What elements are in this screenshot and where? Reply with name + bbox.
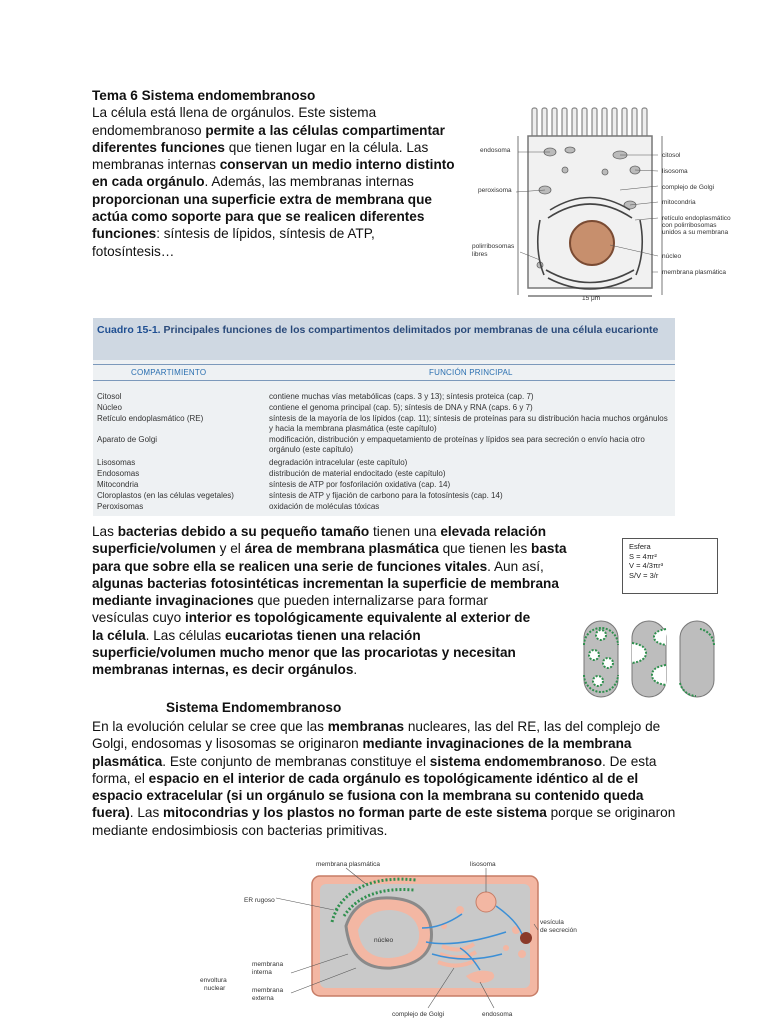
bact-text: tienen una: [369, 524, 441, 539]
label-nucleo: núcleo: [662, 253, 682, 260]
bact-text: que tienen les: [438, 541, 532, 557]
label-envoltura: envoltura: [200, 977, 227, 984]
label-de-secrecion: de secreción: [540, 927, 577, 934]
label-membrana-plasmatica: membrana plasmática: [316, 861, 380, 868]
label-membrana-interna: membrana: [252, 961, 284, 968]
sys-bold: espacio en el interior de cada orgánulo es topológicamente idéntico al de el espacio extracelular (si un orgánulo se fusiona con la membrana su contenido queda fuera): [92, 770, 644, 821]
sys-text: porque se originaron mediante endosimbiosis con bacterias primitivas.: [92, 805, 676, 838]
label-reticulo-2: con polirribosomas: [662, 222, 717, 229]
row-compartment: Aparato de Golgi: [97, 435, 158, 444]
label-polirribosomas: polirribosomas: [472, 243, 515, 250]
row-compartment: Cloroplastos (en las células vegetales): [97, 491, 234, 500]
sphere-title: Esfera: [629, 542, 651, 551]
row-compartment: Núcleo: [97, 403, 122, 412]
scale-label: 15 μm: [582, 295, 601, 302]
table-title-text: Principales funciones de los compartimentos delimitados por membranas de una célula eucarionte: [160, 324, 659, 336]
label-reticulo: retículo endoplasmático: [662, 215, 731, 222]
label-lisosoma: lisosoma: [662, 168, 688, 175]
row-function: síntesis de ATP por fosforilación oxidativa (cap. 14): [269, 480, 451, 489]
sys-text: . De esta forma, el: [92, 753, 657, 786]
sphere-ratio: S/V = 3/r: [629, 570, 659, 580]
row-function: modificación, distribución y empaquetamiento de proteínas y lípidos sea para secreción o envío hacia otro orgánulo (este capítulo): [269, 435, 645, 454]
bact-bold: para que sobre ella se realicen una serie de funciones vitales: [92, 558, 488, 574]
functions-table: [93, 318, 675, 516]
sys-text: . Las: [129, 805, 164, 821]
column-header-funcion: FUNCIÓN PRINCIPAL: [429, 368, 513, 377]
section-title: Sistema Endomembranoso: [166, 700, 342, 715]
label-complejo-golgi: complejo de Golgi: [392, 1011, 445, 1018]
label-membrana-interna-2: interna: [252, 969, 272, 976]
table-title-number: Cuadro 15-1.: [97, 324, 161, 336]
label-endosoma: endosoma: [482, 1011, 513, 1018]
row-function: síntesis de la mayoría de los lípidos (cap. 11); síntesis de proteínas para su distribución hacia muchos orgánulos y hacia la membrana plasmática (este capítulo): [269, 414, 668, 433]
eukaryotic-cell-diagram: [470, 100, 760, 305]
row-function: degradación intracelular (este capítulo): [269, 458, 408, 467]
row-function: distribución de material endocitado (este capítulo): [269, 469, 446, 478]
bact-text: .: [353, 662, 358, 678]
intro-text: . Además, las membranas internas: [204, 174, 414, 190]
label-envoltura-nuclear: nuclear: [204, 985, 226, 992]
bacteria-invagination-diagram: [578, 615, 728, 700]
sphere-surface: S = 4πr²: [629, 551, 657, 561]
intro-paragraph: [92, 87, 457, 260]
bact-text: Las: [92, 524, 118, 539]
bact-bold: bacterias debido a su pequeño tamaño: [117, 524, 370, 539]
label-membrana-plasmatica: membrana plasmática: [662, 269, 726, 276]
label-peroxisoma: peroxisoma: [478, 187, 512, 194]
label-reticulo-3: unidos a su membrana: [662, 229, 729, 236]
row-compartment: Retículo endoplasmático (RE): [97, 414, 204, 423]
bact-bold: la célula: [92, 627, 146, 643]
bact-bold: algunas bacterias fotosintéticas incrementan la superficie de membrana: [92, 575, 559, 591]
label-vesicula: vesícula: [540, 919, 564, 926]
endomembrane-system-diagram: [196, 858, 596, 1020]
topic-title: Tema 6 Sistema endomembranoso: [92, 88, 316, 103]
sys-text: . Este conjunto de membranas constituye el: [162, 753, 430, 769]
row-compartment: Citosol: [97, 392, 122, 401]
bact-text: que pueden internalizarse para formar: [253, 593, 488, 609]
intro-text: que tienen lugar en la célula. Las membranas internas: [92, 139, 429, 173]
bact-bold: superficie/volumen mucho menor que las procariotas y necesitan: [92, 645, 516, 661]
intro-bold: permite a las células compartimentar diferentes funciones: [92, 122, 445, 155]
sys-bold: membranas: [327, 719, 405, 734]
label-lisosoma: lisosoma: [470, 861, 496, 868]
label-libres: libres: [472, 251, 488, 258]
label-nucleo: núcleo: [374, 937, 394, 944]
row-function: oxidación de moléculas tóxicas: [269, 502, 380, 511]
sphere-volume: V = 4/3πr³: [629, 561, 664, 570]
bact-text: . Las células: [145, 627, 225, 643]
sys-bold: sistema endomembranoso: [429, 753, 603, 769]
bact-bold: área de membrana plasmática: [244, 541, 439, 557]
sys-bold: mitocondrias y los plastos no forman parte de este sistema: [163, 805, 547, 821]
label-er-rugoso: ER rugoso: [244, 897, 275, 904]
intro-bold: conservan un medio interno distinto en cada orgánulo: [92, 157, 455, 190]
intro-text: La célula está llena de orgánulos. Este sistema endomembranoso: [92, 105, 377, 138]
bact-bold: eucariotas tienen una relación: [225, 627, 421, 643]
bact-bold: interior es topológicamente equivalente al exterior de: [184, 610, 531, 626]
bact-bold: superficie/volumen: [92, 541, 216, 557]
label-endosoma: endosoma: [480, 147, 511, 154]
sys-text: En la evolución celular se cree que las: [92, 719, 328, 734]
row-function: contiene el genoma principal (cap. 5); síntesis de DNA y RNA (caps. 6 y 7): [269, 403, 533, 412]
row-compartment: Lisosomas: [97, 458, 136, 467]
bacteria-paragraph: [92, 523, 567, 679]
table-rule: [93, 364, 675, 365]
sys-bold: mediante invaginaciones de la membrana plasmática: [92, 736, 632, 769]
column-header-compartimiento: COMPARTIMIENTO: [131, 368, 207, 377]
bact-bold: membranas internas, es decir orgánulos: [92, 662, 354, 678]
bact-bold: mediante invaginaciones: [92, 593, 254, 609]
bact-text: y el: [215, 541, 245, 557]
bact-text: vesículas cuyo: [92, 610, 185, 626]
table-title: [97, 324, 667, 337]
bact-bold: elevada relación: [440, 524, 547, 539]
endomembrane-paragraph: [92, 718, 678, 839]
bact-text: . Aun así,: [487, 558, 544, 574]
row-function: síntesis de ATP y fijación de carbono para la fotosíntesis (cap. 14): [269, 491, 503, 500]
intro-bold: proporcionan una superficie extra de membrana que actúa como soporte para que se realicen diferentes funciones: [92, 191, 432, 242]
label-mitocondria: mitocondria: [662, 199, 696, 206]
sphere-formula-box: [622, 538, 718, 594]
label-membrana-externa: membrana: [252, 987, 284, 994]
row-function: contiene muchas vías metabólicas (caps. 3 y 13); síntesis proteica (cap. 7): [269, 392, 534, 401]
intro-text: : síntesis de lípidos, síntesis de ATP, fotosíntesis…: [92, 226, 375, 259]
row-compartment: Peroxisomas: [97, 502, 144, 511]
table-rule: [93, 380, 675, 381]
bact-bold: basta: [531, 541, 567, 557]
label-golgi: complejo de Golgi: [662, 184, 715, 191]
row-compartment: Mitocondria: [97, 480, 139, 489]
label-citosol: citosol: [662, 152, 681, 159]
label-membrana-externa-2: externa: [252, 995, 274, 1002]
row-compartment: Endosomas: [97, 469, 140, 478]
sys-text: nucleares, las del RE, las del complejo de Golgi, endosomas y lisosomas se originaron: [92, 719, 661, 752]
